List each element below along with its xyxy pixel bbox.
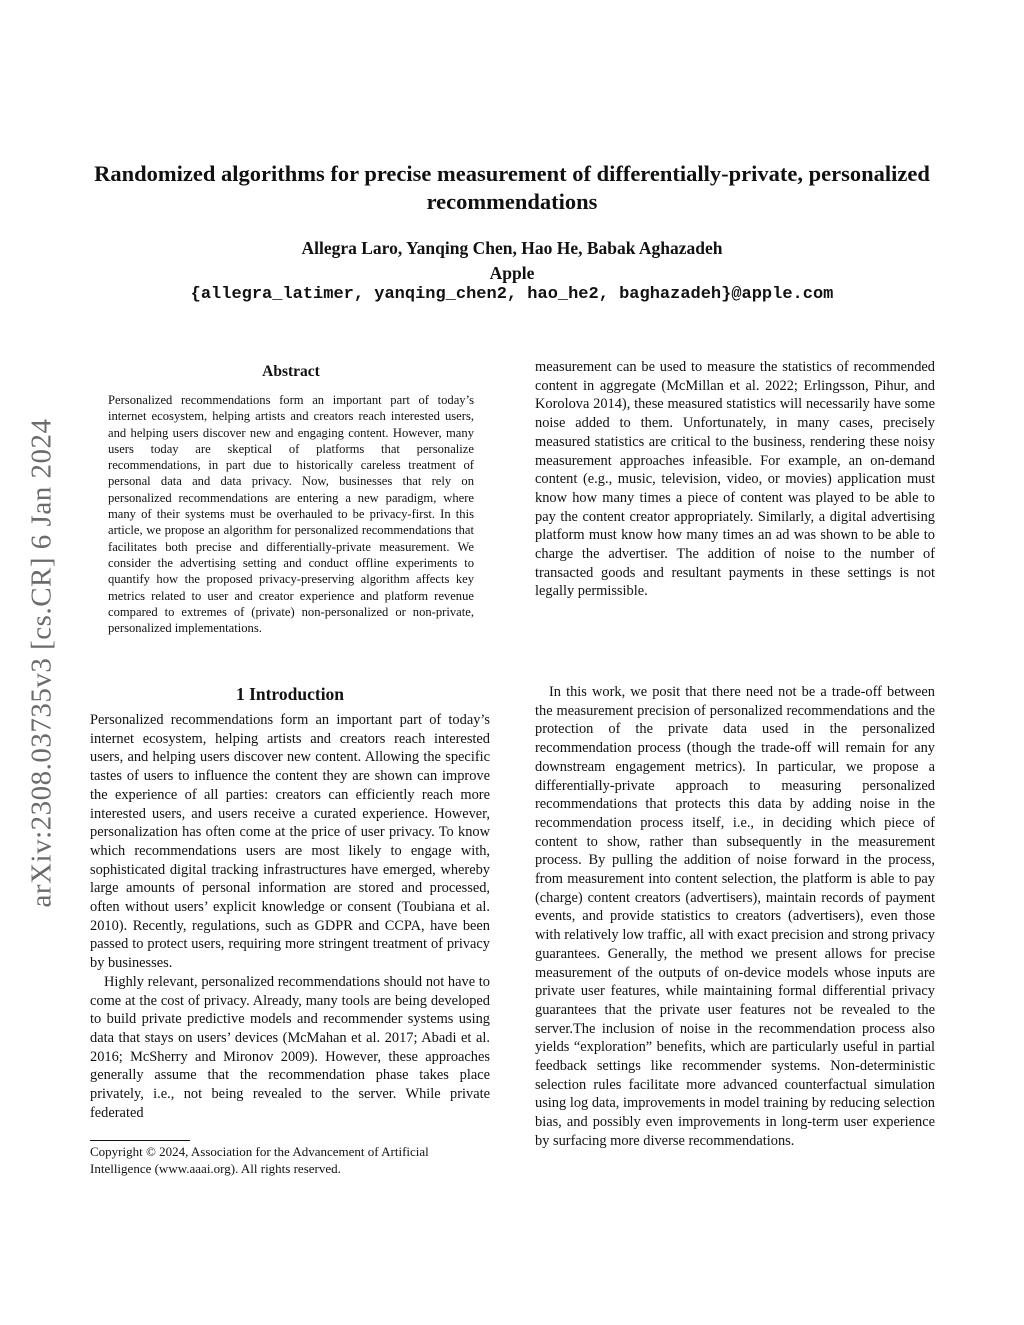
right-column-body-top: [535, 358, 935, 601]
arxiv-sidebar-stamp: [18, 370, 66, 955]
paragraph: Highly relevant, personalized recommendations should not have to come at the cost of privacy. Already, many tools are being developed to build private predictive models and recommender systems using data that stays on users’ devices (McMahan et al. 2017; Abadi et al. 2016; McSherry and Mironov 2009). However, these approaches generally assume that the recommendation phase takes place privately, i.e., not being revealed to the server. While private federated: [90, 973, 490, 1121]
author-emails: {allegra_latimer, yanqing_chen2, hao_he2, baghazadeh}@apple.com: [190, 285, 834, 304]
left-column-body: [90, 711, 490, 1122]
author-list: Allegra Laro, Yanqing Chen, Hao He, Babak Aghazadeh: [301, 238, 723, 258]
author-block: [80, 236, 944, 286]
affiliation: Apple: [489, 263, 535, 283]
arxiv-identifier: arXiv:2308.03735v3 [cs.CR] 6 Jan 2024: [25, 418, 58, 907]
paragraph: Personalized recommendations form an important part of today’s internet ecosystem, helping artists and creators reach interested users, and helping users discover new content. Allowing the specific tastes of users to influence the content they are shown can improve the experience of all parties: creators can efficiently reach more interested users, and users receive a curated experience. However, personalization has often come at the price of user privacy. To know which recommendations users are most likely to engage with, sophisticated digital tracking infrastructures have emerged, whereby large amounts of personal information are stored and processed, often without users’ explicit knowledge or consent (Toubiana et al. 2010). Recently, regulations, such as GDPR and CCPA, have been passed to protect users, requiring more stringent treatment of privacy by businesses.: [90, 712, 490, 972]
section-heading-introduction: 1 Introduction: [235, 684, 345, 704]
abstract-heading: Abstract: [262, 363, 320, 380]
paper-title: Randomized algorithms for precise measurement of differentially-private, personalized recommendations: [94, 161, 930, 214]
paragraph: measurement can be used to measure the statistics of recommended content in aggregate (McMillan et al. 2022; Erlingsson, Pihur, and Korolova 2014), these measured statistics will necessarily have some noise added to them. Unfortunately, in many cases, precisely measured statistics are critical to the business, rendering these noisy measurement approaches infeasible. For example, an on-demand content (e.g., music, television, video, or movies) application must know how many times a piece of content was played to be able to pay the content creator appropriately. Similarly, a digital advertising platform must know how many times an ad was shown to be able to charge the advertiser. The addition of noise to the number of transacted goods and resultant payments in these settings is not legally permissible.: [535, 359, 935, 600]
copyright-footnote: Copyright © 2024, Association for the Advancement of Artificial Intelligence (www.aaai.org). All rights reserved.: [90, 1144, 429, 1176]
footnote-rule: [90, 1140, 190, 1141]
abstract-body: Personalized recommendations form an important part of today’s internet ecosystem, helping artists and creators reach interested users, and helping users discover new and engaging content. However, many users today are skeptical of platforms that personalize recommendations, in part due to historically careless treatment of personal data and data privacy. Now, businesses that rely on personalized recommendations are entering a new paradigm, where many of their systems must be overhauled to be privacy-first. In this article, we propose an algorithm for personalized recommendations that facilitates both precise and differentially-private measurement. We consider the advertising setting and conduct offline experiments to quantify how the proposed privacy-preserving algorithm affects key metrics related to user and creator experience and platform revenue compared to extremes of (private) non-personalized or non-private, personalized implementations.: [108, 393, 474, 636]
paragraph: In this work, we posit that there need not be a trade-off between the measurement precision of personalized recommendations and the protection of the private data used in the personalized recommendation process (though the trade-off will remain for any downstream engagement metrics). In particular, we propose a differentially-private approach to measuring personalized recommendations that protects this data by adding noise in the recommendation process itself, i.e., in deciding which piece of content to show, rather than subsequently in the measurement process. By pulling the addition of noise forward in the process, from measurement into content selection, the platform is able to pay (charge) content creators (advertisers), maintain records of payment events, and provide statistics to creators (advertisers), even those with relatively low traffic, all with exact precision and strong privacy guarantees. Generally, the method we present allows for precise measurement of the outputs of on-device models whose inputs are private user features, while maintaining formal differential privacy guarantees that the private user features not be revealed to the server.The inclusion of noise in the recommendation process also yields “exploration” benefits, which are particularly useful in partial feedback settings like recommender systems. Non-deterministic selection rules facilitate more advanced counterfactual simulation using log data, improvements in model training by reducing selection bias, and possibly even improvements in long-term user experience by surfacing more diverse recommendations.: [535, 684, 935, 1149]
right-column-body-bottom: [535, 683, 935, 1151]
